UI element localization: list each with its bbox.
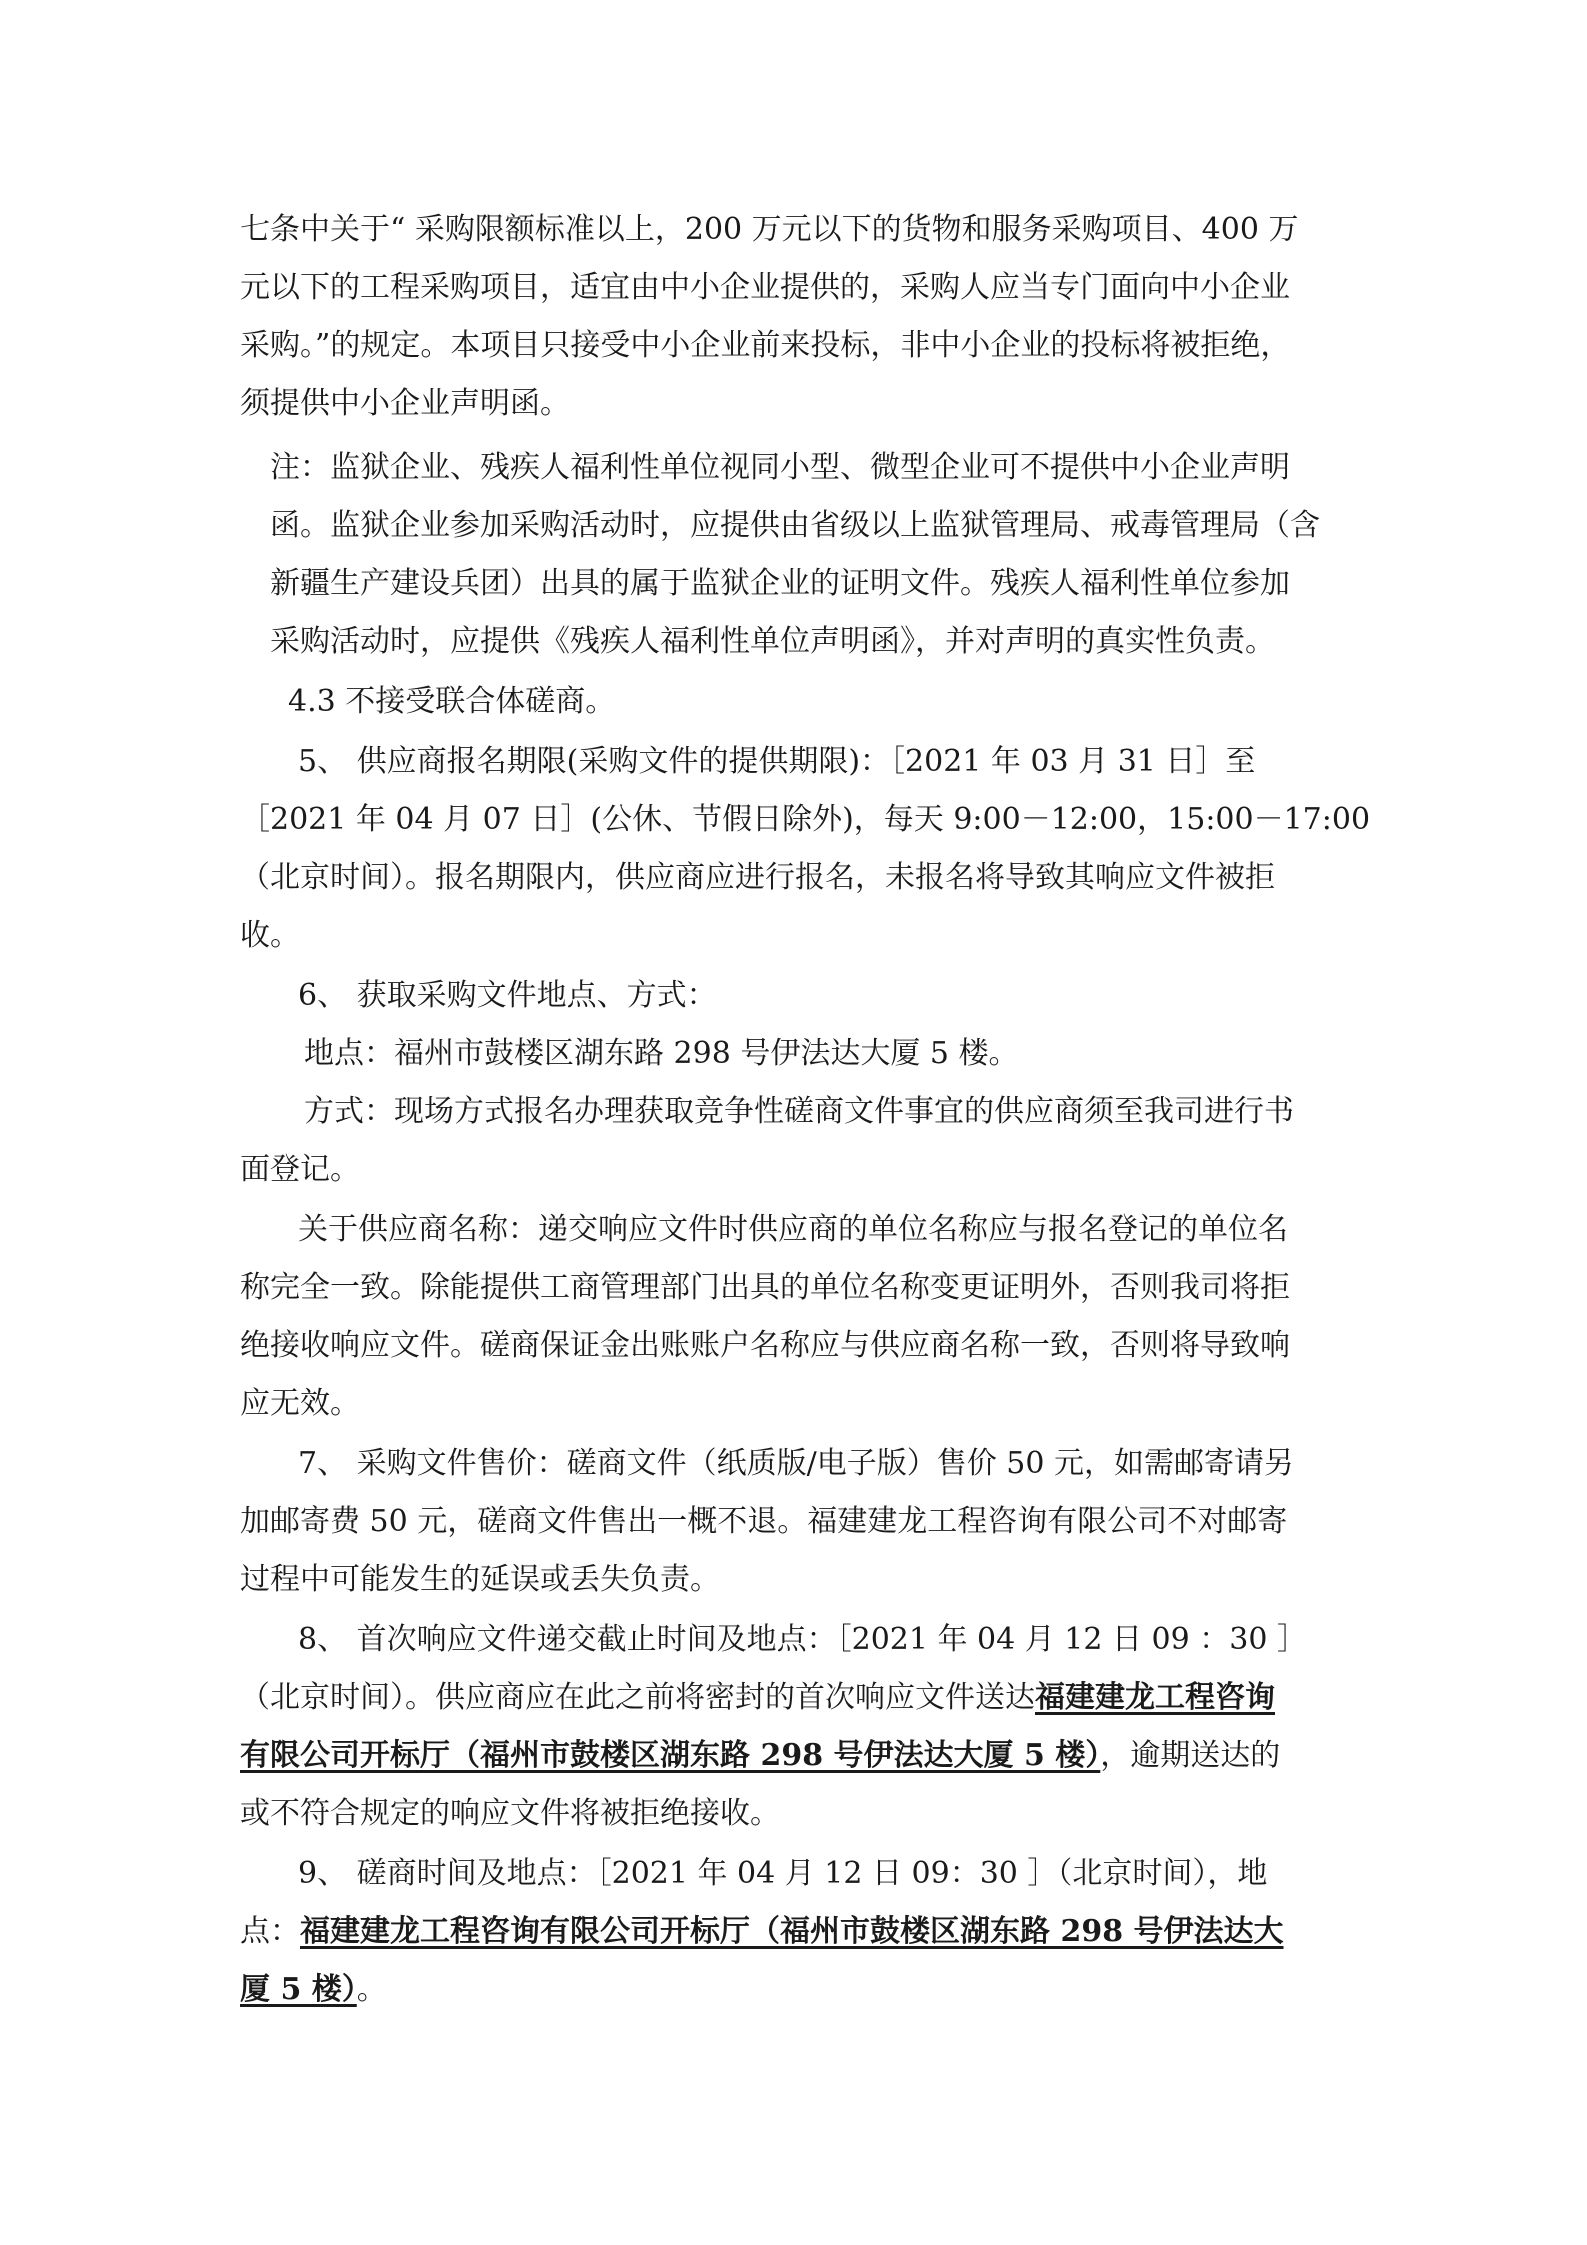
note-line: 函。监狱企业参加采购活动时，应提供由省级以上监狱管理局、戒毒管理局（含 (270, 508, 1320, 543)
clause-8-line (240, 1678, 1275, 1718)
clause-7-line: 7、 采购文件售价：磋商文件（纸质版/电子版）售价 50 元，如需邮寄请另 (298, 1446, 1294, 1481)
supplier-name-line: 绝接收响应文件。磋商保证金出账账户名称应与供应商名称一致，否则将导致响 (240, 1328, 1290, 1363)
clause-4-3: 4.3 不接受联合体磋商。 (288, 684, 616, 719)
clause-8-venue: 福建建龙工程咨询 (1035, 1680, 1275, 1715)
supplier-name-line: 称完全一致。除能提供工商管理部门出具的单位名称变更证明外，否则我司将拒 (240, 1270, 1290, 1305)
clause-7-line: 加邮寄费 50 元，磋商文件售出一概不退。福建建龙工程咨询有限公司不对邮寄 (240, 1504, 1288, 1539)
clause-9-text: 点： (240, 1914, 300, 1949)
clause-9-text: 。 (356, 1972, 387, 2007)
clause-5-line: 5、 供应商报名期限(采购文件的提供期限)：［2021 年 03 月 31 日］至 (298, 744, 1256, 779)
supplier-name-line: 关于供应商名称：递交响应文件时供应商的单位名称应与报名登记的单位名 (298, 1212, 1288, 1247)
clause-6-method: 面登记。 (240, 1152, 360, 1187)
paragraph-line: 采购。”的规定。本项目只接受中小企业前来投标，非中小企业的投标将被拒绝， (240, 328, 1291, 363)
note-line: 新疆生产建设兵团）出具的属于监狱企业的证明文件。残疾人福利性单位参加 (270, 566, 1290, 601)
clause-6-title: 6、 获取采购文件地点、方式： (298, 978, 717, 1013)
paragraph-line: 七条中关于“ 采购限额标准以上，200 万元以下的货物和服务采购项目、400 万 (240, 212, 1299, 247)
clause-6-method: 方式：现场方式报名办理获取竞争性磋商文件事宜的供应商须至我司进行书 (304, 1094, 1294, 1129)
paragraph-line: 元以下的工程采购项目，适宜由中小企业提供的，采购人应当专门面向中小企业 (240, 270, 1290, 305)
clause-8-text: （北京时间）。供应商应在此之前将密封的首次响应文件送达 (240, 1680, 1035, 1715)
clause-8-line: 或不符合规定的响应文件将被拒绝接收。 (240, 1796, 780, 1831)
clause-9-line (240, 1912, 1284, 1952)
clause-9-venue: 福建建龙工程咨询有限公司开标厅（福州市鼓楼区湖东路 298 号伊法达大 (300, 1914, 1284, 1949)
paragraph-line: 须提供中小企业声明函。 (240, 386, 570, 421)
clause-8-line: 8、 首次响应文件递交截止时间及地点：［2021 年 04 月 12 日 09 ：30 ］ (298, 1622, 1307, 1657)
clause-5-line: 收。 (240, 918, 300, 953)
clause-9-line: 9、 磋商时间及地点：［2021 年 04 月 12 日 09：30 ］（北京时间），地 (298, 1856, 1268, 1891)
clause-8-text: ，逾期送达的 (1100, 1738, 1281, 1773)
clause-9-venue: 厦 5 楼） (240, 1972, 357, 2007)
note-line: 采购活动时，应提供《残疾人福利性单位声明函》，并对声明的真实性负责。 (270, 624, 1275, 659)
clause-5-line: ［2021 年 04 月 07 日］(公休、节假日除外)，每天 9:00－12:00，15:00－17:00 (240, 802, 1371, 837)
clause-5-line: （北京时间）。报名期限内，供应商应进行报名，未报名将导致其响应文件被拒 (240, 860, 1275, 895)
clause-8-venue: 有限公司开标厅（福州市鼓楼区湖东路 298 号伊法达大厦 5 楼） (240, 1738, 1101, 1773)
note-line: 注：监狱企业、残疾人福利性单位视同小型、微型企业可不提供中小企业声明 (270, 450, 1290, 485)
clause-7-line: 过程中可能发生的延误或丢失负责。 (240, 1562, 720, 1597)
clause-9-line (240, 1970, 387, 2010)
supplier-name-line: 应无效。 (240, 1386, 360, 1421)
clause-6-location: 地点：福州市鼓楼区湖东路 298 号伊法达大厦 5 楼。 (304, 1036, 1019, 1071)
clause-8-line (240, 1736, 1280, 1776)
